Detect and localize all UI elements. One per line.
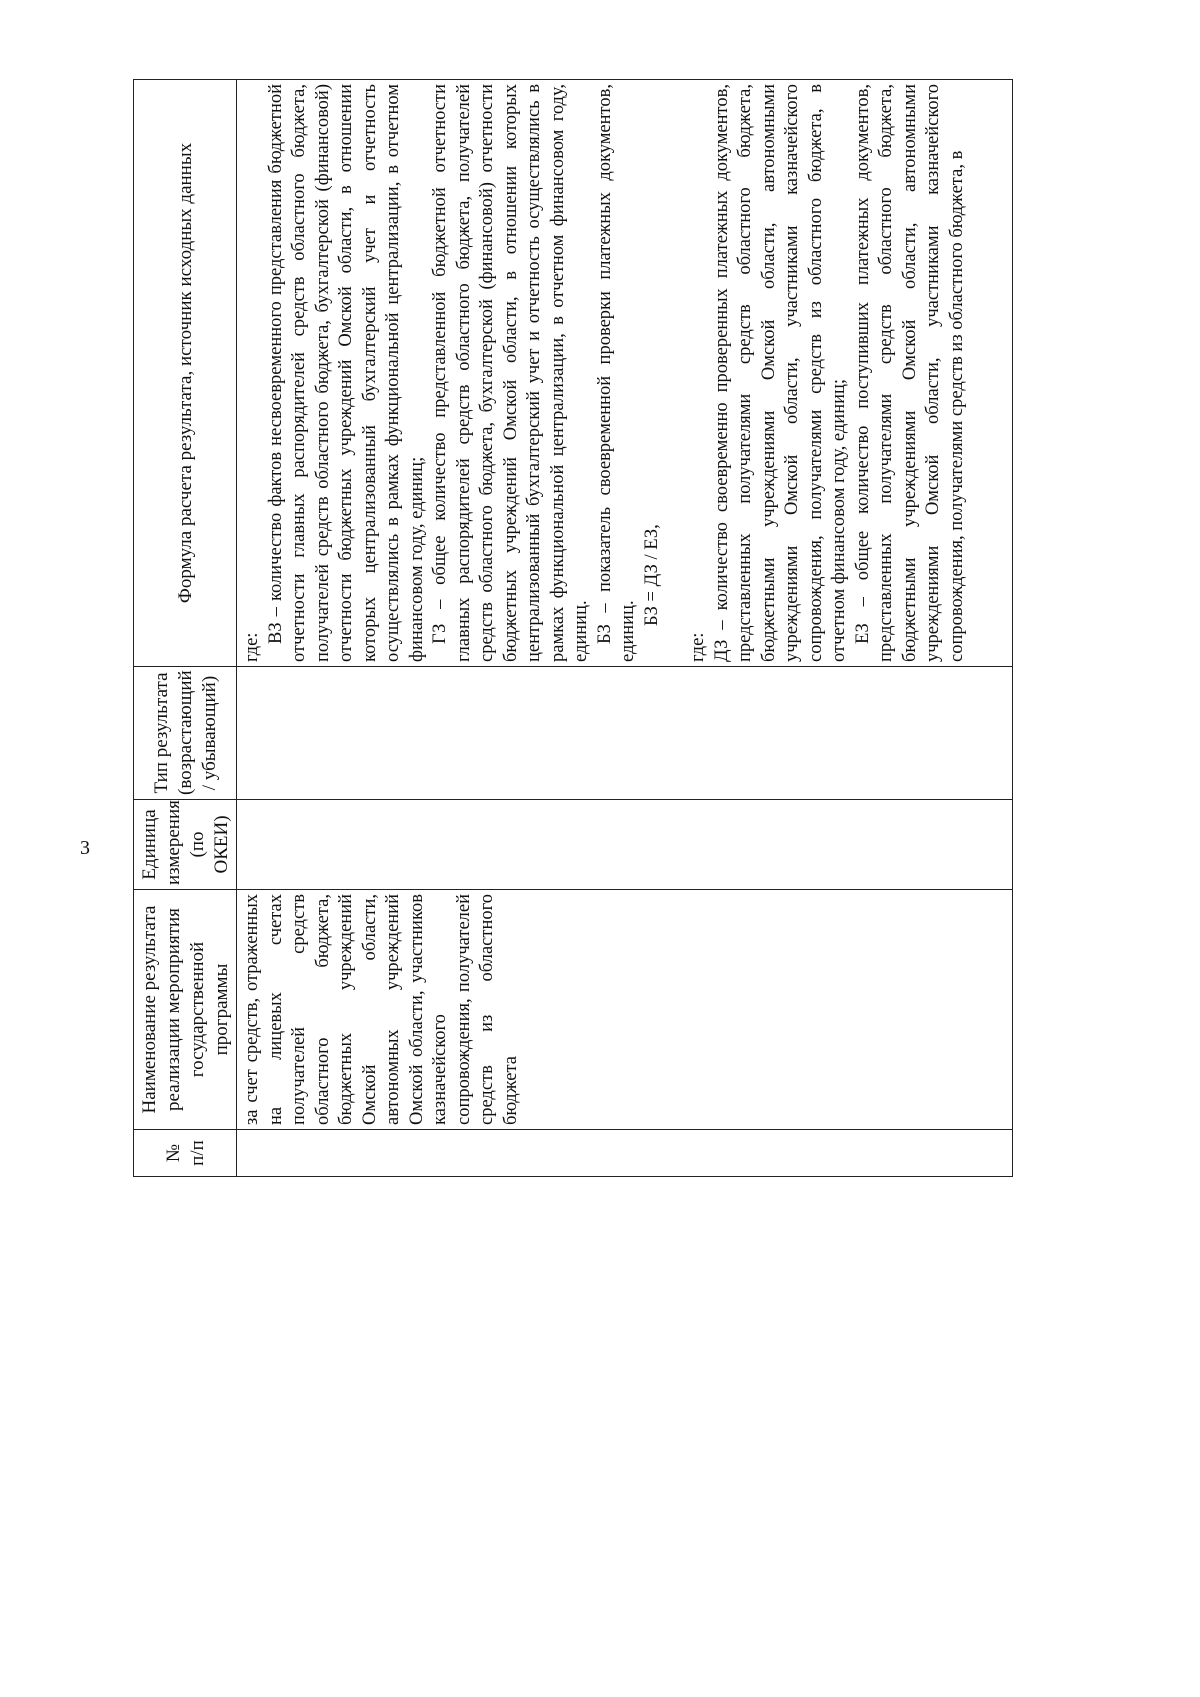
formula-dz-definition: ДЗ – количество своевременно проверенных платежных документов, представленных получателями средств областного бюджета, бюджетными учреждениями Омской области, автономными учреждениями Омской области, участниками казначейского сопровождения, получателями средств из областного бюджета, в отчетном финансовом году, единиц; [711, 84, 849, 662]
formula-where-1: где: [242, 632, 262, 662]
formula-bz-equation: БЗ = ДЗ / ЕЗ, [641, 524, 662, 626]
header-unit: Единица измерения (по ОКЕИ) [134, 800, 237, 890]
formula-where-2: где: [688, 632, 708, 662]
cell-num [237, 1130, 1013, 1177]
cell-name-text: за счет средств, отраженных на лицевых счетах получателей средств областного бюджета, бюджетных учреждений Омской области, автономных учреждений Омской области, участников казначейского сопровождения, получателей средств из областного бюджета [242, 894, 521, 1125]
rotated-table-container [133, 80, 1013, 1177]
formula-gz-definition: ГЗ – общее количество представленной бюджетной отчетности главных распорядителей средств областного бюджета, получателей средств областного бюджета, бухгалтерской (финансовой) отчетности бюджетных учреждений Омской области, в отношении которых централизованный бухгалтерский учет и отчетность осуществлялись в рамках функциональной централизации, в отчетном финансовом году, единиц. [430, 84, 591, 662]
header-num: № п/п [134, 1130, 237, 1177]
page-number: 3 [80, 837, 90, 859]
header-formula: Формула расчета результата, источник исходных данных [134, 80, 237, 667]
header-type: Тип результата (возрастающий / убывающий) [134, 667, 237, 800]
table-row [237, 80, 1013, 1177]
cell-name [237, 890, 1013, 1130]
results-table [133, 79, 1013, 1177]
table-header-row [134, 80, 237, 1177]
cell-type [237, 667, 1013, 800]
cell-formula [237, 80, 1013, 667]
formula-bz-definition: БЗ – показатель своевременной проверки платежных документов, единиц. [594, 84, 638, 662]
cell-unit [237, 800, 1013, 890]
header-name: Наименование результата реализации мероприятия государственной программы [134, 890, 237, 1130]
formula-ez-definition: ЕЗ – общее количество поступивших платежных документов, представленных получателями средств областного бюджета, бюджетными учреждениями Омской области, автономными учреждениями Омской области, участниками казначейского сопровождения, получателями средств из областного бюджета, в [852, 84, 967, 662]
formula-vz-definition: ВЗ – количество фактов несвоевременного представления бюджетной отчетности главных распорядителей средств областного бюджета, получателей средств областного бюджета, бухгалтерской (финансовой) отчетности бюджетных учреждений Омской области, в отношении которых централизованный бухгалтерский учет и отчетность осуществлялись в рамках функциональной централизации, в отчетном финансовом году, единиц; [265, 84, 427, 662]
